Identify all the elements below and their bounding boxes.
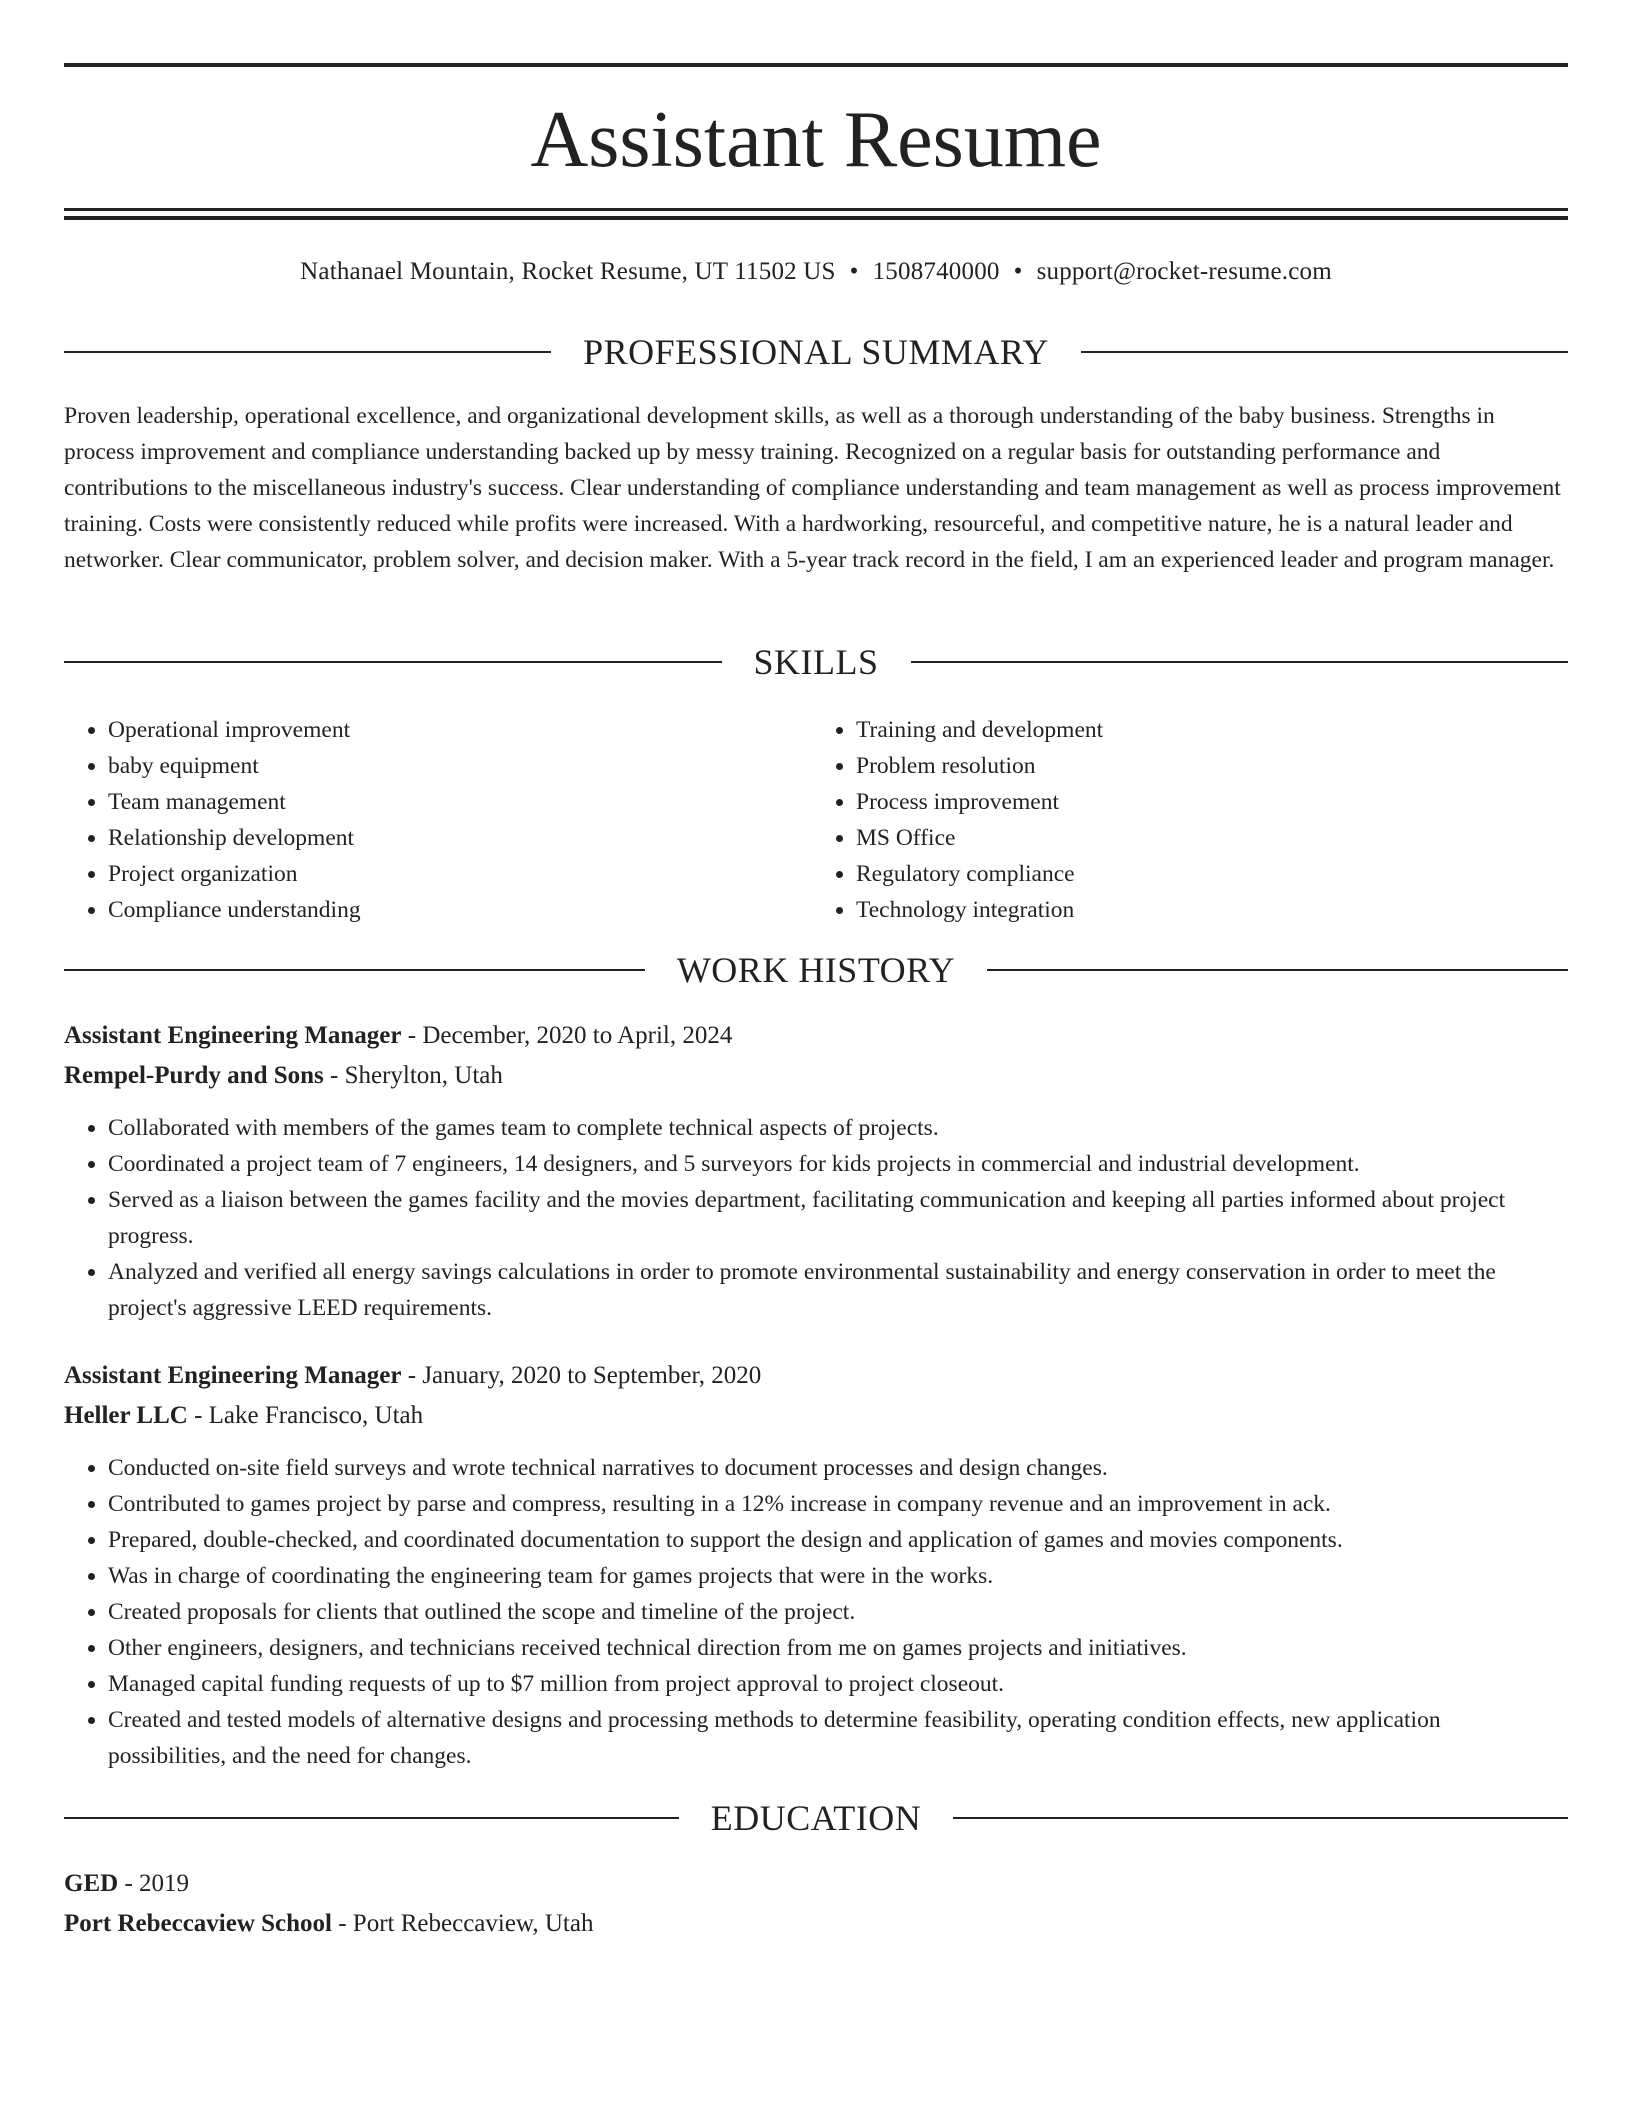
education-degree: GED <box>64 1870 119 1897</box>
section-title: WORK HISTORY <box>676 950 956 990</box>
skill-item: • Process improvement <box>856 784 1554 820</box>
job-bullets <box>64 1110 1568 1326</box>
job-dates: - December, 2020 to April, 2024 <box>401 1022 733 1049</box>
contact-phone: 1508740000 <box>872 258 1000 285</box>
skill-item: • MS Office <box>856 820 1554 856</box>
job-bullet: • Served as a liaison between the games facility and the movies department, facilitating communication and keeping all parties informed about project progress. <box>108 1182 1568 1254</box>
job-bullet: • Analyzed and verified all energy savings calculations in order to promote environmental sustainability and energy conservation in order to meet the project's aggressive LEED requirements. <box>108 1254 1568 1326</box>
job-bullet: • Conducted on-site field surveys and wrote technical narratives to document processes and design changes. <box>108 1450 1568 1486</box>
education-year: - 2019 <box>118 1870 190 1897</box>
contact-line <box>64 254 1568 290</box>
heading-rule <box>911 661 1569 663</box>
contact-separator: • <box>849 258 859 285</box>
job-company: Heller LLC <box>64 1402 188 1429</box>
heading-rule <box>64 351 551 353</box>
skill-item: • Relationship development <box>108 820 806 856</box>
skills-heading <box>64 640 1568 684</box>
summary-text: Proven leadership, operational excellence, and organizational development skills, as well as a thorough understanding of the baby business. Strengths in process improvement and compliance understanding backed up by messy training. Recognized on a regular basis for outstanding performance and contributions to the miscellaneous industry's success. Clear understanding of compliance understanding and team management as well as process improvement training. Costs were consistently reduced while profits were increased. With a hardworking, resourceful, and competitive nature, he is a natural leader and networker. Clear communicator, problem solver, and decision maker. With a 5-year track record in the field, I am an experienced leader and program manager. <box>64 403 1561 573</box>
skill-item: • Operational improvement <box>108 712 806 748</box>
title-rule-lower <box>64 216 1568 220</box>
job-title: Assistant Engineering Manager <box>64 1022 402 1049</box>
heading-rule <box>64 661 722 663</box>
job-bullet: • Managed capital funding requests of up to $7 million from project approval to project closeout. <box>108 1666 1568 1702</box>
job-bullet: • Contributed to games project by parse and compress, resulting in a 12% increase in company revenue and an improvement in ack. <box>108 1486 1568 1522</box>
education-school: Port Rebeccaview School <box>64 1910 332 1937</box>
section-title: SKILLS <box>753 642 879 682</box>
contact-separator: • <box>1013 258 1023 285</box>
skills-list <box>64 712 1568 928</box>
title-rule-upper <box>64 208 1568 211</box>
education-location: - Port Rebeccaview, Utah <box>331 1910 594 1937</box>
job-company-line <box>64 1398 1568 1434</box>
heading-rule <box>987 969 1568 971</box>
skills-column-right <box>806 712 1554 928</box>
skill-item: • Training and development <box>856 712 1554 748</box>
top-rule <box>64 63 1568 67</box>
job-company-line <box>64 1058 1568 1094</box>
job-bullet: • Created and tested models of alternative designs and processing methods to determine feasibility, operating condition effects, new application possibilities, and the need for changes. <box>108 1702 1568 1774</box>
education-school-line <box>64 1906 1568 1942</box>
job-title-line <box>64 1018 1568 1054</box>
skills-column-left <box>64 712 806 928</box>
heading-rule <box>953 1817 1568 1819</box>
job-company: Rempel-Purdy and Sons <box>64 1062 324 1089</box>
job-dates: - January, 2020 to September, 2020 <box>401 1362 762 1389</box>
job-bullet: • Created proposals for clients that outlined the scope and timeline of the project. <box>108 1594 1568 1630</box>
skill-item: • Technology integration <box>856 892 1554 928</box>
job-bullet: • Collaborated with members of the games team to complete technical aspects of projects. <box>108 1110 1568 1146</box>
contact-email: support@rocket-resume.com <box>1036 258 1332 285</box>
skill-item: • Compliance understanding <box>108 892 806 928</box>
section-title: EDUCATION <box>710 1798 922 1838</box>
job-bullet: • Prepared, double-checked, and coordinated documentation to support the design and application of games and movies components. <box>108 1522 1568 1558</box>
section-title: PROFESSIONAL SUMMARY <box>583 332 1049 372</box>
heading-rule <box>64 1817 679 1819</box>
education-degree-line <box>64 1866 1568 1902</box>
job-bullet: • Coordinated a project team of 7 engineers, 14 designers, and 5 surveyors for kids projects in commercial and industrial development. <box>108 1146 1568 1182</box>
job-bullet: • Other engineers, designers, and technicians received technical direction from me on games projects and initiatives. <box>108 1630 1568 1666</box>
job-title: Assistant Engineering Manager <box>64 1362 402 1389</box>
skill-item: • Problem resolution <box>856 748 1554 784</box>
job-bullets <box>64 1450 1568 1774</box>
job-location: - Lake Francisco, Utah <box>187 1402 424 1429</box>
heading-rule <box>64 969 645 971</box>
education-heading <box>64 1796 1568 1840</box>
work-history-heading <box>64 948 1568 992</box>
skill-item: • Team management <box>108 784 806 820</box>
job-bullet: • Was in charge of coordinating the engineering team for games projects that were in the works. <box>108 1558 1568 1594</box>
heading-rule <box>1081 351 1568 353</box>
job-title-line <box>64 1358 1568 1394</box>
resume-title: Assistant Resume <box>530 96 1102 184</box>
skill-item: • baby equipment <box>108 748 806 784</box>
job-location: - Sherylton, Utah <box>323 1062 503 1089</box>
skill-item: • Regulatory compliance <box>856 856 1554 892</box>
summary-heading <box>64 330 1568 374</box>
contact-address: Nathanael Mountain, Rocket Resume, UT 11502 US <box>300 258 836 285</box>
skill-item: • Project organization <box>108 856 806 892</box>
